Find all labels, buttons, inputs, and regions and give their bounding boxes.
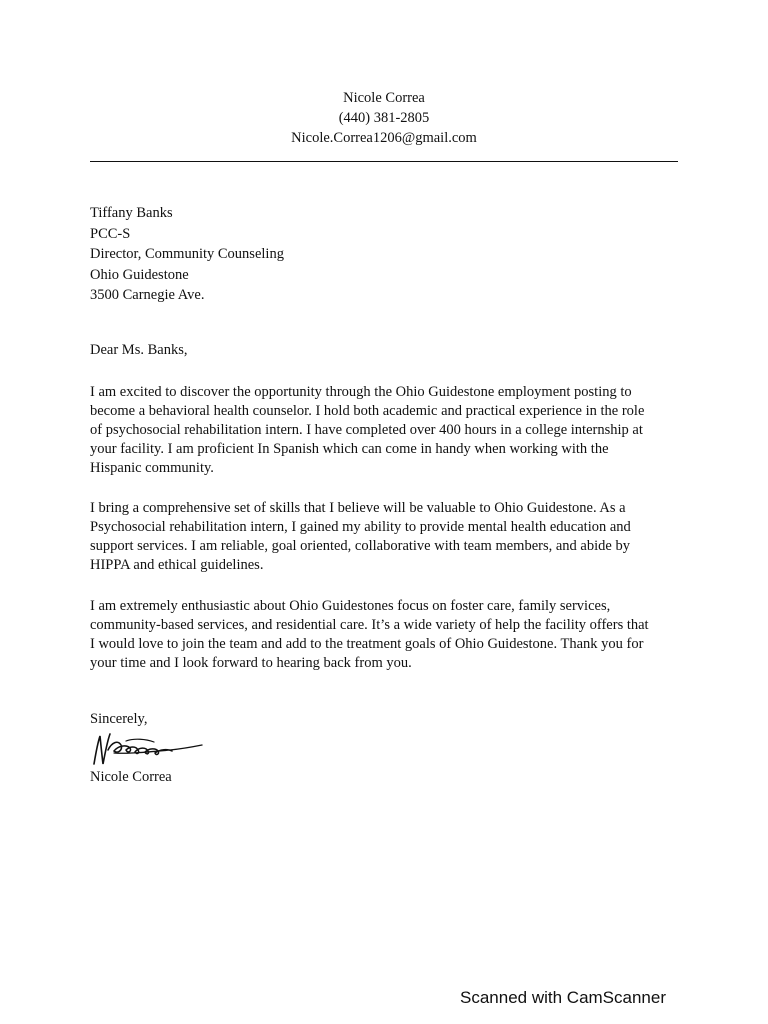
- letterhead: [0, 88, 768, 148]
- paragraph-line: community-based services, and residential care. It’s a wide variety of help the facility offers that: [90, 617, 649, 633]
- scanner-watermark: Scanned with CamScanner: [460, 988, 667, 1007]
- paragraph-line: I am extremely enthusiastic about Ohio Guidestones focus on foster care, family services,: [90, 598, 611, 614]
- sender-phone: (440) 381-2805: [338, 110, 430, 126]
- paragraph-line: of psychosocial rehabilitation intern. I have completed over 400 hours in a college internship at: [90, 422, 643, 438]
- paragraph-line: Psychosocial rehabilitation intern, I gained my ability to provide mental health education and: [90, 519, 631, 535]
- recipient-organization: Ohio Guidestone: [90, 266, 189, 283]
- signer-name: Nicole Correa: [90, 769, 172, 785]
- body-paragraph-3: [90, 597, 690, 673]
- paragraph-line: HIPPA and ethical guidelines.: [90, 557, 264, 573]
- signature-icon: [88, 728, 206, 770]
- paragraph-line: become a behavioral health counselor. I hold both academic and practical experience in the role: [90, 403, 645, 419]
- paragraph-line: your facility. I am proficient In Spanish which can come in handy when working with the: [90, 441, 609, 457]
- sender-name: Nicole Correa: [343, 90, 425, 106]
- paragraph-line: I am excited to discover the opportunity through the Ohio Guidestone employment posting to: [90, 384, 632, 400]
- recipient-address-block: [90, 203, 284, 306]
- sender-email: Nicole.Correa1206@gmail.com: [291, 130, 477, 146]
- recipient-title: Director, Community Counseling: [90, 246, 284, 262]
- paragraph-line: I would love to join the team and add to the treatment goals of Ohio Guidestone. Thank you for: [90, 636, 644, 652]
- paragraph-line: support services. I am reliable, goal oriented, collaborative with team members, and abide by: [90, 538, 630, 554]
- recipient-address: 3500 Carnegie Ave.: [90, 287, 205, 303]
- paragraph-line: your time and I look forward to hearing back from you.: [90, 655, 412, 671]
- body-paragraph-1: [90, 383, 690, 478]
- recipient-name: Tiffany Banks: [90, 205, 173, 221]
- recipient-credential: PCC-S: [90, 225, 131, 242]
- paragraph-line: I bring a comprehensive set of skills that I believe will be valuable to Ohio Guidestone. As a: [90, 500, 626, 516]
- closing: Sincerely,: [90, 711, 148, 727]
- header-divider: [90, 161, 678, 162]
- greeting: Dear Ms. Banks,: [90, 342, 188, 358]
- body-paragraph-2: [90, 499, 690, 575]
- paragraph-line: Hispanic community.: [90, 460, 214, 476]
